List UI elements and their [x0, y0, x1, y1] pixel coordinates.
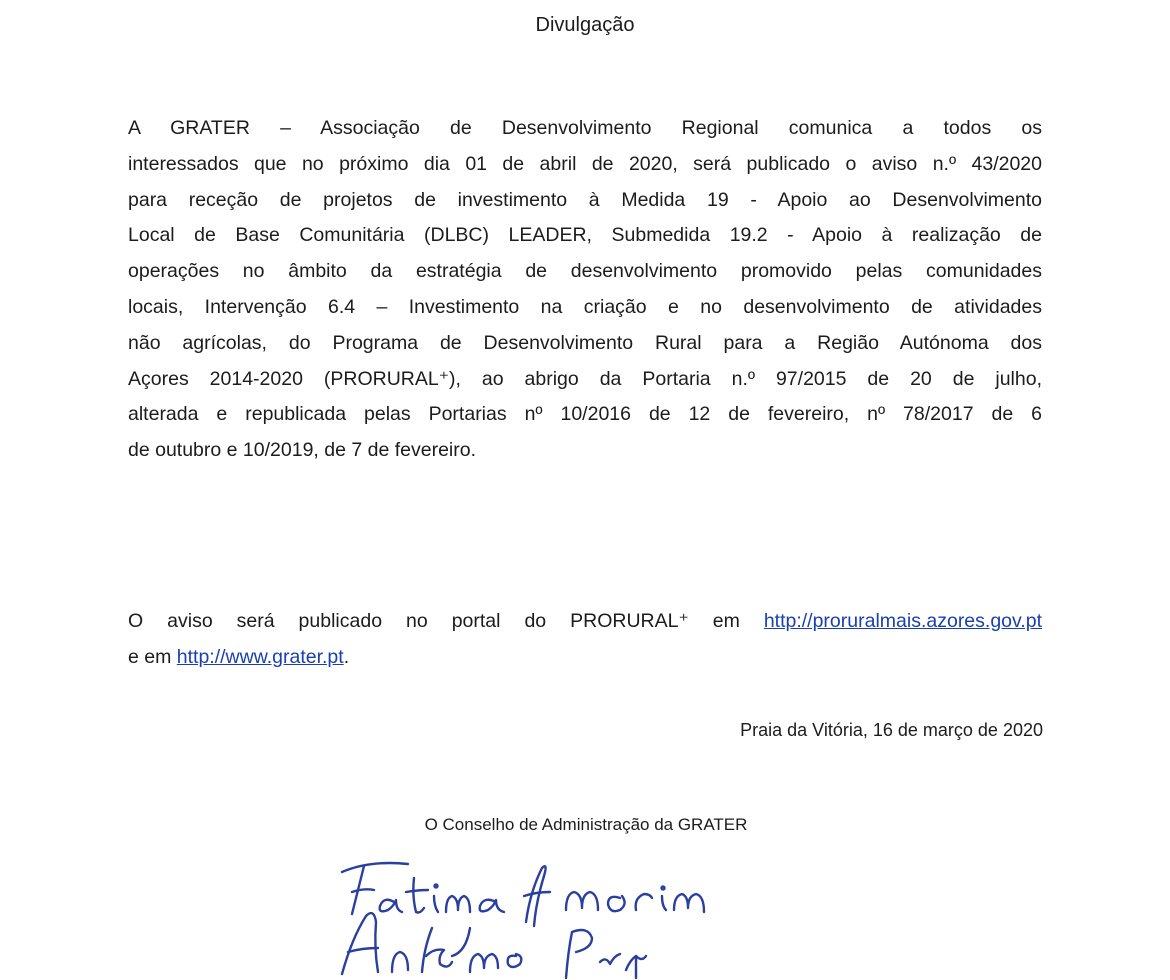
paragraph-line: locais, Intervenção 6.4 – Investimento na criação e no desenvolvimento de atividades: [128, 295, 1042, 318]
grater-link[interactable]: http://www.grater.pt: [176, 645, 344, 668]
paragraph-line: para receção de projetos de investimento à Medida 19 - Apoio ao Desenvolvimento: [128, 188, 1042, 211]
signatory-label: O Conselho de Administração da GRATER: [424, 815, 748, 834]
publication-line: [128, 604, 1042, 640]
publication-text: O aviso será publicado no portal do PRORURAL⁺ em: [128, 610, 764, 632]
prorural-link[interactable]: http://proruralmais.azores.gov.pt: [763, 610, 1042, 632]
document-title: Divulgação: [535, 14, 635, 36]
publication-text: e em: [128, 645, 177, 668]
paragraph-line: Açores 2014-2020 (PRORURAL⁺), ao abrigo da Portaria n.º 97/2015 de 20 de julho,: [128, 367, 1042, 390]
paragraph-line: operações no âmbito da estratégia de desenvolvimento promovido pelas comunidades: [128, 260, 1042, 283]
place-date: Praia da Vitória, 16 de março de 2020: [740, 720, 1043, 740]
paragraph-line: de outubro e 10/2019, de 7 de fevereiro.: [128, 439, 477, 462]
paragraph-line: não agrícolas, do Programa de Desenvolvimento Rural para a Região Autónoma dos: [128, 331, 1042, 354]
publication-period: .: [343, 645, 350, 668]
announcement-paragraph: [128, 111, 1042, 469]
publication-paragraph: [128, 604, 1042, 676]
paragraph-line: Local de Base Comunitária (DLBC) LEADER, Submedida 19.2 - Apoio à realização de: [128, 224, 1042, 247]
publication-line: [128, 640, 1042, 676]
paragraph-line: A GRATER – Associação de Desenvolvimento Regional comunica a todos os: [128, 117, 1042, 139]
paragraph-line: alterada e republicada pelas Portarias nº 10/2016 de 12 de fevereiro, nº 78/2017 de 6: [128, 403, 1042, 426]
paragraph-line: interessados que no próximo dia 01 de abril de 2020, será publicado o aviso n.º 43/2020: [128, 152, 1042, 175]
handwritten-signature: [330, 852, 890, 980]
